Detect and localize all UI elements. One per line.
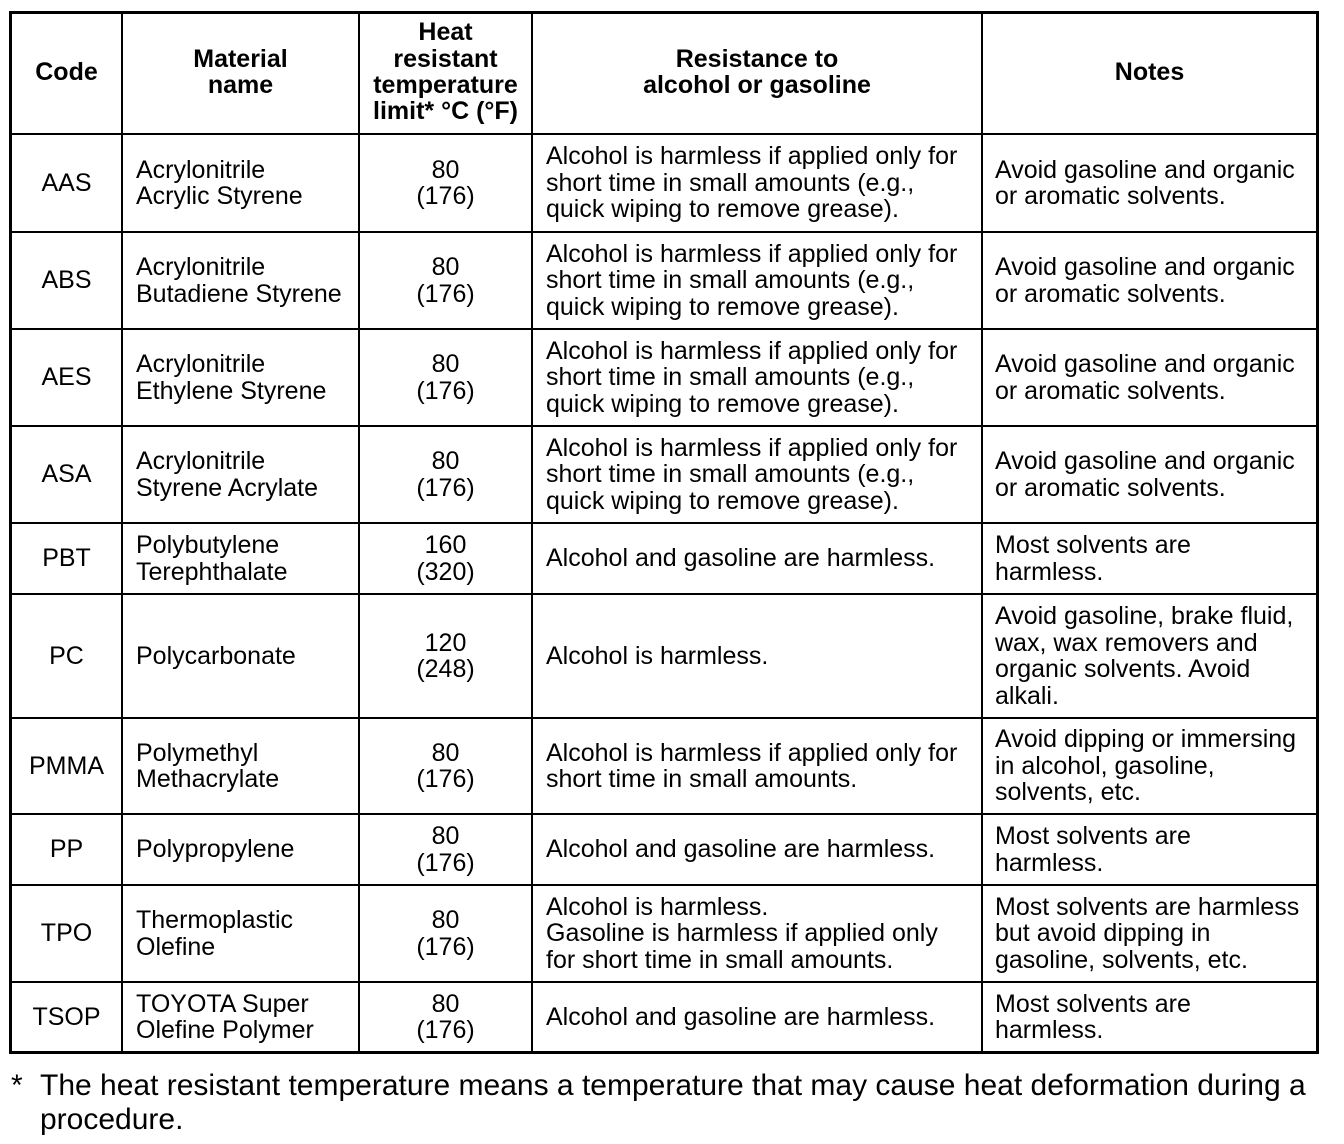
heat-limit-fahrenheit: (320) xyxy=(416,557,475,586)
notes-cell: Most solvents are harmless. xyxy=(983,524,1316,593)
heat-limit-fahrenheit: (176) xyxy=(416,848,475,877)
heat-limit-fahrenheit: (176) xyxy=(416,182,475,210)
notes-cell: Most solvents are harmless but avoid dipping in gasoline, solvents, etc. xyxy=(983,886,1316,981)
code-cell: AES xyxy=(12,330,121,425)
notes-cell: Avoid dipping or immersing in alcohol, gasoline, solvents, etc. xyxy=(983,719,1316,813)
material-name-cell: Polybutylene Terephthalate xyxy=(123,524,358,593)
code-cell: PC xyxy=(12,595,121,717)
heat-limit-celsius: 80 xyxy=(431,906,460,934)
resistance-cell: Alcohol is harmless. xyxy=(533,595,981,717)
code-cell: ABS xyxy=(12,233,121,328)
heat-limit-cell xyxy=(360,135,531,231)
material-name-cell: Acrylonitrile Acrylic Styrene xyxy=(123,135,358,231)
heat-limit-celsius: 80 xyxy=(431,155,460,184)
notes-cell: Most solvents are harmless. xyxy=(983,815,1316,884)
heat-limit-celsius: 80 xyxy=(431,738,460,767)
heat-limit-fahrenheit: (176) xyxy=(416,765,475,793)
heat-limit-fahrenheit: (176) xyxy=(416,1016,475,1044)
notes-cell: Avoid gasoline and organic or aromatic solvents. xyxy=(983,135,1316,231)
footnote-text: The heat resistant temperature means a temperature that may cause heat deformation during a procedure. xyxy=(40,1069,1306,1136)
code-cell: AAS xyxy=(12,135,121,231)
heat-limit-cell xyxy=(360,815,531,884)
resistance-cell: Alcohol and gasoline are harmless. xyxy=(533,524,981,593)
heat-limit-fahrenheit: (176) xyxy=(416,376,475,405)
heat-limit-cell xyxy=(360,427,531,522)
heat-limit-celsius: 80 xyxy=(431,350,460,378)
notes-cell: Avoid gasoline, brake fluid, wax, wax removers and organic solvents. Avoid alkali. xyxy=(983,595,1316,717)
material-name-cell: TOYOTA Super Olefine Polymer xyxy=(123,983,358,1051)
resistance-cell: Alcohol is harmless if applied only for short time in small amounts. xyxy=(533,719,981,813)
material-name-cell: Acrylonitrile Butadiene Styrene xyxy=(123,233,358,328)
resistance-cell: Alcohol is harmless if applied only for short time in small amounts (e.g., quick wiping to remove grease). xyxy=(533,330,981,425)
heat-limit-celsius: 120 xyxy=(424,628,467,657)
resistance-cell: Alcohol and gasoline are harmless. xyxy=(533,983,981,1051)
resistance-cell: Alcohol is harmless if applied only for short time in small amounts (e.g., quick wiping to remove grease). xyxy=(533,233,981,328)
notes-cell: Avoid gasoline and organic or aromatic solvents. xyxy=(983,427,1316,522)
heat-limit-cell xyxy=(360,233,531,328)
resistance-cell: Alcohol is harmless if applied only for short time in small amounts (e.g., quick wiping to remove grease). xyxy=(533,427,981,522)
heat-limit-cell xyxy=(360,595,531,717)
heat-limit-cell xyxy=(360,719,531,813)
heat-limit-celsius: 160 xyxy=(424,531,467,559)
resistance-cell: Alcohol is harmless if applied only for short time in small amounts (e.g., quick wiping to remove grease). xyxy=(533,135,981,231)
code-cell: PMMA xyxy=(12,719,121,813)
resistance-cell: Alcohol is harmless. Gasoline is harmless if applied only for short time in small amounts. xyxy=(533,886,981,981)
header-heat-limit: Heat resistant temperature limit* °C (°F) xyxy=(360,14,531,133)
notes-cell: Most solvents are harmless. xyxy=(983,983,1316,1051)
heat-limit-celsius: 80 xyxy=(431,989,460,1018)
heat-limit-celsius: 80 xyxy=(431,253,460,281)
header-code: Code xyxy=(12,14,121,133)
header-material-name: Material name xyxy=(123,14,358,133)
resistance-cell: Alcohol and gasoline are harmless. xyxy=(533,815,981,884)
notes-cell: Avoid gasoline and organic or aromatic solvents. xyxy=(983,330,1316,425)
heat-limit-fahrenheit: (248) xyxy=(416,655,475,683)
code-cell: TSOP xyxy=(12,983,121,1051)
material-name-cell: Acrylonitrile Styrene Acrylate xyxy=(123,427,358,522)
header-notes: Notes xyxy=(983,14,1316,133)
material-name-cell: Polymethyl Methacrylate xyxy=(123,719,358,813)
footnote-marker: * xyxy=(11,1069,23,1102)
footnote xyxy=(11,1069,1333,1137)
code-cell: ASA xyxy=(12,427,121,522)
material-name-cell: Polycarbonate xyxy=(123,595,358,717)
material-name-cell: Polypropylene xyxy=(123,815,358,884)
heat-limit-celsius: 80 xyxy=(431,447,460,475)
material-name-cell: Thermoplastic Olefine xyxy=(123,886,358,981)
notes-cell: Avoid gasoline and organic or aromatic solvents. xyxy=(983,233,1316,328)
code-cell: PBT xyxy=(12,524,121,593)
code-cell: TPO xyxy=(12,886,121,981)
heat-limit-celsius: 80 xyxy=(431,822,460,850)
heat-limit-fahrenheit: (176) xyxy=(416,932,475,961)
plastic-materials-table xyxy=(9,11,1319,1054)
header-resistance: Resistance to alcohol or gasoline xyxy=(533,14,981,133)
heat-limit-cell xyxy=(360,983,531,1051)
code-cell: PP xyxy=(12,815,121,884)
heat-limit-fahrenheit: (176) xyxy=(416,279,475,308)
material-name-cell: Acrylonitrile Ethylene Styrene xyxy=(123,330,358,425)
heat-limit-cell xyxy=(360,886,531,981)
heat-limit-cell xyxy=(360,524,531,593)
heat-limit-fahrenheit: (176) xyxy=(416,473,475,502)
heat-limit-cell xyxy=(360,330,531,425)
